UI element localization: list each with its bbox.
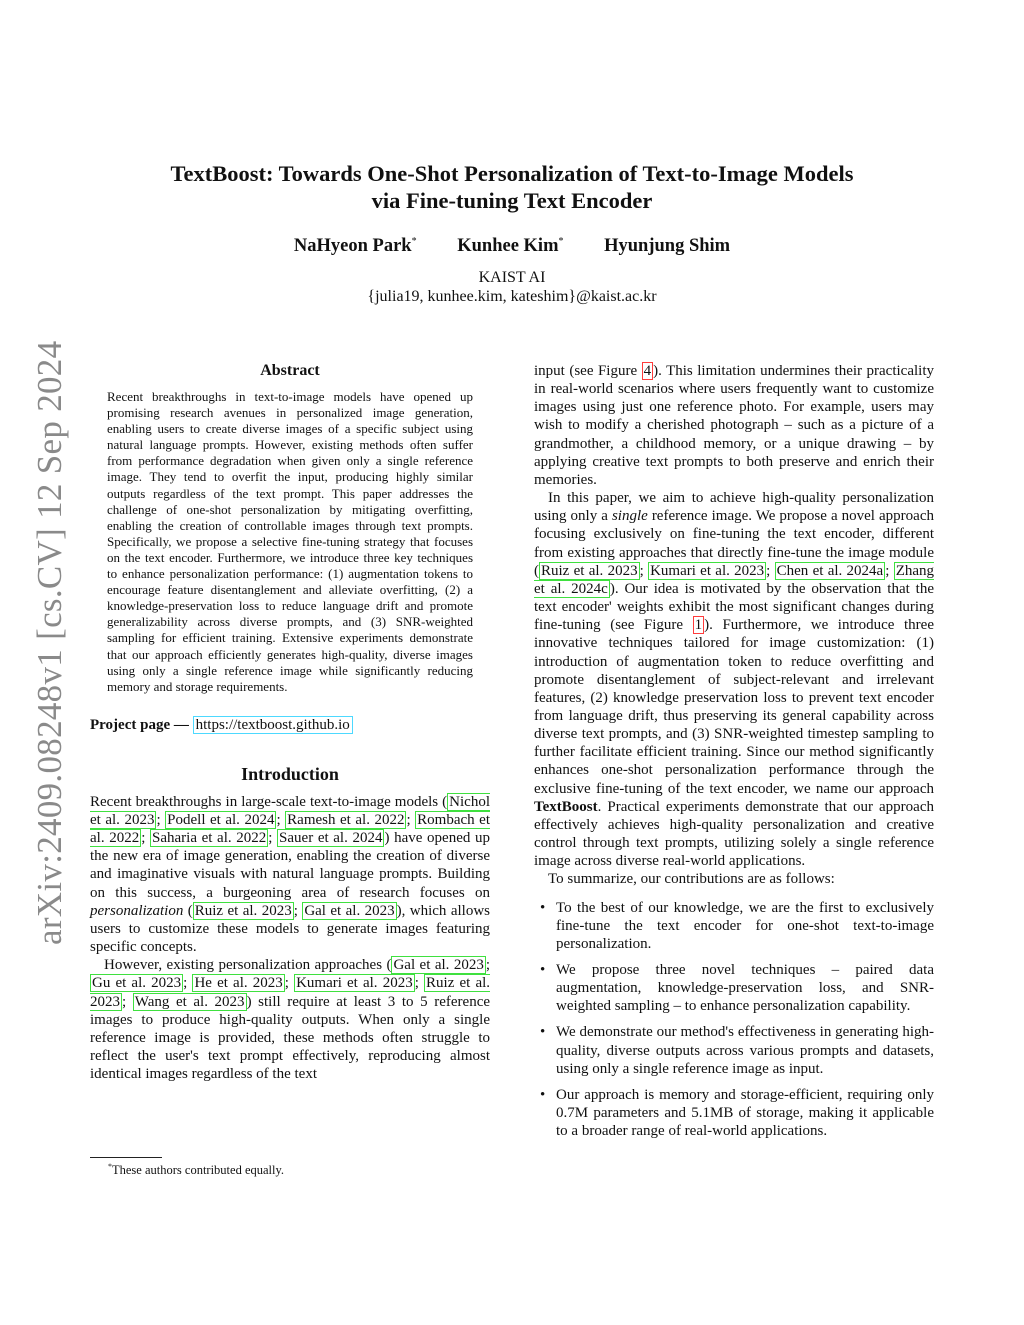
citation-link[interactable]: Gal et al. 2023 bbox=[393, 957, 484, 974]
affiliation: KAIST AI bbox=[478, 269, 546, 286]
project-page-label: Project page — bbox=[90, 716, 189, 733]
intro-paragraph-2: However, existing personalization approaches ( Gal et al. 2023 ; Gu et al. 2023 ; He et al. 2023 ; Kumari et al. 2023 ; Ruiz et al. 2023 ; Wang et al. 2023 ) still require at least 3 to 5 reference images to produce high-quality outputs. When only a single reference image is provided, these methods often struggle to reflect the user's text prompt effectively, reproducing almost identical images regardless of the text bbox=[90, 957, 491, 1083]
citation-link[interactable]: Ruiz et al. 2023 bbox=[90, 975, 491, 1010]
right-column bbox=[534, 362, 934, 1148]
footnote-rule bbox=[90, 1157, 162, 1158]
project-page-link[interactable]: https://textboost.github.io bbox=[193, 716, 353, 734]
intro-paragraph-1: Recent breakthroughs in large-scale text-to-image models ( Nichol et al. 2023 ; Podell et al. 2024 ; Ramesh et al. 2022 ; Rombach et al. 2022 ; Saharia et al. 2022 ; Sauer et al. 2024 ) have opened up the new era of image generation, enabling the creation of diverse and imaginative visuals with natural language prompts. Building on this success, a burgeoning area of research focuses on personalization ( Ruiz et al. 2023 ; Gal et al. 2023 ), which allows users to customize these models to generate images featuring specific concepts. bbox=[90, 793, 491, 956]
citation-link[interactable]: He et al. 2023 bbox=[194, 975, 283, 992]
citation-link[interactable]: Nichol et al. 2023 bbox=[90, 793, 490, 828]
list-item: • We propose three novel techniques – paired data augmentation, knowledge-preservation loss, and SNR-weighted sampling – to enhance personalization capability. bbox=[534, 961, 934, 1015]
title-line-1: TextBoost: Towards One-Shot Personalization of Text-to-Image Models bbox=[170, 161, 854, 186]
project-page-line bbox=[90, 717, 490, 734]
footnote: *These authors contributed equally. bbox=[108, 1162, 285, 1178]
contributions-intro: To summarize, our contributions are as follows: bbox=[548, 871, 835, 888]
paper-title bbox=[0, 160, 1024, 214]
citation-link[interactable]: Rombach et al. 2022 bbox=[90, 811, 491, 847]
list-item: • Our approach is memory and storage-efficient, requiring only 0.7M parameters and 5.1MB of storage, making it applicable to a broader range of real-world applications. bbox=[534, 1086, 934, 1140]
citation-link[interactable]: Kumari et al. 2023 bbox=[650, 562, 765, 579]
author: Kunhee Kim* bbox=[457, 236, 564, 257]
citation-link[interactable]: Zhang et al. 2024c bbox=[534, 562, 935, 597]
author-list bbox=[0, 236, 1024, 257]
intro-paragraph-3: In this paper, we aim to achieve high-quality personalization using only a single reference image. We propose a novel approach focusing exclusively on fine-tuning the text encoder, different from existing approaches that directly fine-tune the image module ( Ruiz et al. 2023 ; Kumari et al. 2023 ; Chen et al. 2024a ; Zhang et al. 2024c ). Our idea is motivated by the observation that the text encoder' weights exhibit the most significant changes during fine-tuning (see Figure 1 ). Furthermore, we introduce three innovative techniques tailored for image customization: (1) introduction of augmentation token to reduce overfitting and promote disentanglement of subject-relevant and irrelevant features, (2) knowledge preservation loss to prevent text encoder from language drift, thus preserving its general capability across diverse text prompts, and (3) SNR-weighted timestep sampling to further facilitate efficient training. Since our method significantly enhances one-shot personalization performance through the exclusive fine-tuning of the text encoder, we name our approach TextBoost. Practical experiments demonstrate that our approach effectively achieves high-quality personalization and creative control through text prompts, utilizing solely a single reference image across diverse real-world applications. bbox=[534, 490, 935, 870]
citation-link[interactable]: Wang et al. 2023 bbox=[134, 993, 245, 1010]
introduction-heading: Introduction bbox=[241, 763, 339, 784]
author-emails: {julia19, kunhee.kim, kateshim}@kaist.ac.kr bbox=[367, 288, 657, 305]
affiliation-block bbox=[0, 268, 1024, 306]
arxiv-stamp: arXiv:2409.08248v1 [cs.CV] 12 Sep 2024 bbox=[30, 340, 69, 945]
figure-reference-link[interactable]: 4 bbox=[643, 363, 652, 379]
title-line-2: via Fine-tuning Text Encoder bbox=[371, 188, 653, 213]
author: NaHyeon Park* bbox=[293, 236, 417, 257]
citation-link[interactable]: Ramesh et al. 2022 bbox=[287, 811, 405, 828]
list-item: • We demonstrate our method's effectiveness in generating high-quality, diverse outputs across various prompts and datasets, using only a single reference image as input. bbox=[534, 1023, 934, 1077]
citation-link[interactable]: Podell et al. 2024 bbox=[167, 811, 275, 828]
citation-link[interactable]: Chen et al. 2024a bbox=[776, 562, 884, 579]
abstract-heading: Abstract bbox=[260, 362, 320, 379]
abstract-text: Recent breakthroughs in text-to-image models have opened up promising research avenues in personalized image generation, enabling users to create diverse images of a specific subject using natural language prompts. However, existing methods often suffer from performance degradation when given only a single reference image. They tend to overfit the input, producing highly similar outputs regardless of the text prompt. This paper addresses the challenge of one-shot personalization by mitigating overfitting, enabling the creation of controllable images through text prompts. Specifically, we propose a selective fine-tuning strategy that focuses on the text encoder. Furthermore, we introduce three key techniques to enhance personalization performance: (1) augmentation tokens to encourage feature disentanglement and alleviate overfitting, (2) a knowledge-preservation loss to reduce language drift and promote generalizability across diverse prompts, and (3) SNR-weighted sampling for efficient training. Extensive experiments demonstrate that our approach efficiently generates high-quality, diverse images using only a single reference image while significantly reducing memory and storage requirements. bbox=[107, 389, 473, 694]
intro-paragraph-2-continued: input (see Figure 4 ). This limitation undermines their practicality in real-world scenarios where users frequently want to customize images using just one reference photo. For example, users may wish to modify a cherished photograph – such as a picture of a grandmother, a childhood memory, or a unique drawing – by applying creative text prompts to both preserve and enrich their memories. bbox=[534, 363, 934, 488]
citation-link[interactable]: Gu et al. 2023 bbox=[92, 975, 182, 992]
contributions-list bbox=[534, 899, 934, 1141]
citation-link[interactable]: Ruiz et al. 2023 bbox=[541, 562, 638, 579]
figure-reference-link[interactable]: 1 bbox=[694, 617, 703, 634]
citation-link[interactable]: Saharia et al. 2022 bbox=[152, 830, 267, 847]
author: Hyunjung Shim bbox=[604, 236, 731, 257]
citation-link[interactable]: Kumari et al. 2023 bbox=[296, 975, 413, 992]
citation-link[interactable]: Sauer et al. 2024 bbox=[279, 830, 383, 847]
citation-link[interactable]: Ruiz et al. 2023 bbox=[194, 902, 292, 919]
left-column bbox=[90, 362, 490, 1083]
list-item: • To the best of our knowledge, we are the first to exclusively fine-tune the text encoder for one-shot text-to-image personalization. bbox=[534, 899, 934, 953]
citation-link[interactable]: Gal et al. 2023 bbox=[304, 902, 395, 919]
